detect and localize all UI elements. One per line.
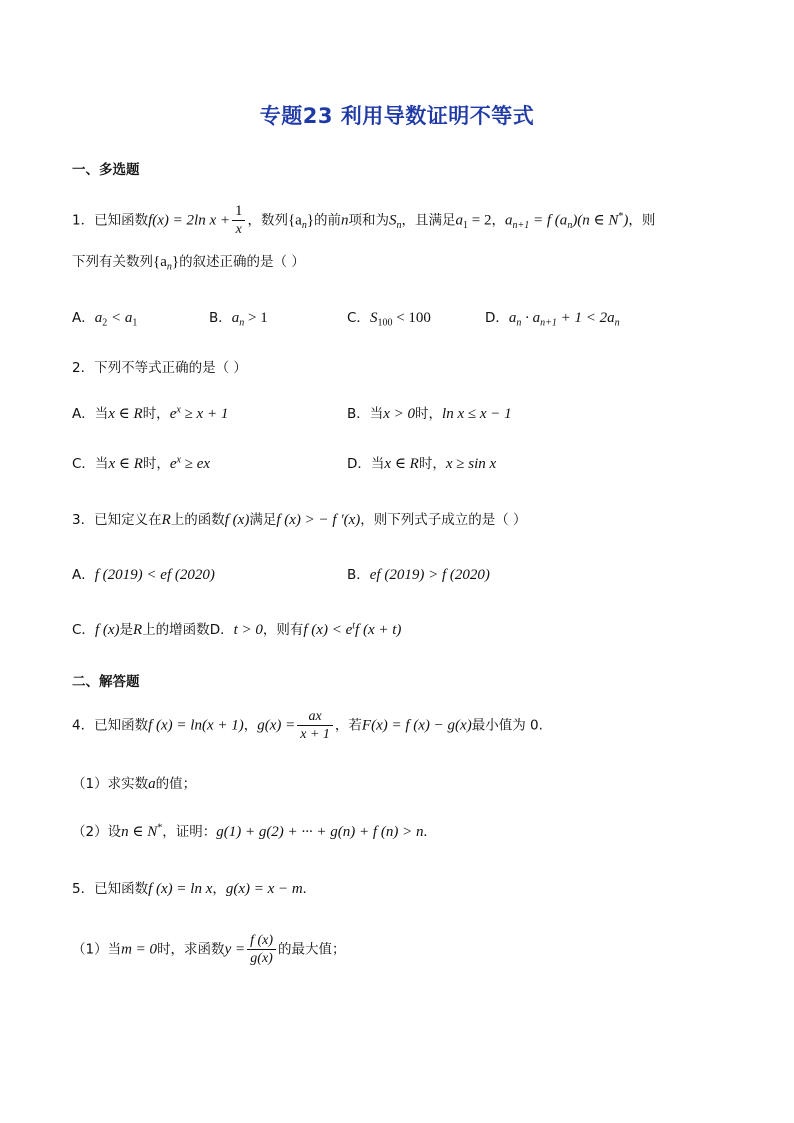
- q3-var: R: [161, 512, 171, 528]
- q1-text: 项和为: [348, 212, 390, 229]
- q5-text: ，: [212, 881, 226, 897]
- q4-var: a: [148, 776, 156, 792]
- question-1-line-1: [72, 203, 655, 238]
- q4-F: F(x) = f (x) − g(x): [361, 717, 472, 734]
- option-expr: e: [169, 456, 177, 472]
- q1-function-expression: f(x) = 2ln x +: [148, 212, 230, 229]
- q1-recurrence: )(n ∈ N: [572, 212, 619, 229]
- question-2: 2．下列不等式正确的是（ ）: [72, 360, 247, 376]
- q1-sum: S: [389, 212, 397, 229]
- question-3: [72, 508, 527, 529]
- q1-fraction-denominator: x: [235, 222, 242, 237]
- q3-condition: f (x) > − f ′(x): [276, 512, 361, 528]
- q1-sub: n: [396, 220, 402, 232]
- option-label: C．当: [72, 456, 109, 472]
- option-expr: ≥ ex: [181, 456, 211, 472]
- q5-text: 5．已知函数: [72, 881, 149, 897]
- option-label: C．: [72, 622, 95, 638]
- q2-option-a: [72, 402, 228, 423]
- q1-text: 的前: [314, 212, 342, 229]
- option-label: B．: [209, 310, 232, 326]
- q1-recurrence: = f (a: [529, 212, 568, 229]
- q1-sub: n: [567, 220, 573, 232]
- option-expr: x ≥ sin x: [445, 456, 497, 472]
- option-cond: x ∈ R: [108, 456, 143, 472]
- option-expr: + 1 < 2a: [556, 310, 615, 326]
- option-label: A．: [72, 567, 95, 583]
- question-4-part-2: [72, 820, 427, 841]
- q4-fraction-numerator: ax: [297, 708, 333, 726]
- q3-text: 上的函数: [170, 512, 225, 528]
- q1-option-d: [485, 306, 620, 329]
- q4-text: ，: [243, 717, 258, 734]
- option-cond: t > 0: [233, 622, 263, 638]
- option-expr: f (2019) < ef (2020): [94, 567, 215, 583]
- q4-fraction: [297, 708, 333, 743]
- question-5: [72, 877, 307, 898]
- q4-text: .: [423, 824, 428, 840]
- option-expr: < 100: [392, 310, 431, 326]
- q5-fraction: [247, 932, 276, 967]
- option-sub: n: [516, 317, 522, 329]
- option-sub: 2: [102, 317, 108, 329]
- q1-a1-value: = 2: [468, 212, 492, 229]
- q4-text: ，证明：: [162, 824, 217, 840]
- q5-text: 的最大值；: [278, 941, 346, 958]
- q5-text: 时，求函数: [157, 941, 225, 958]
- q3-text: ，则下列式子成立的是（ ）: [360, 512, 527, 528]
- q3-function: f (x): [224, 512, 250, 528]
- option-sub: 100: [377, 317, 393, 329]
- q1-var: n: [341, 212, 349, 229]
- option-expr: ln x ≤ x − 1: [442, 406, 512, 422]
- q5-y: y =: [224, 941, 246, 958]
- q1-sequence: {a: [153, 254, 167, 270]
- q3-option-a: [72, 563, 215, 584]
- option-label: D．: [209, 622, 234, 638]
- question-4: [72, 708, 543, 743]
- option-sup: x: [176, 404, 181, 416]
- option-sub: n: [239, 317, 245, 329]
- option-var: R: [133, 622, 143, 638]
- option-expr: f (x): [94, 622, 120, 638]
- q4-text: 的值；: [155, 776, 197, 792]
- q1-sequence: {a: [287, 212, 302, 229]
- q4-g: g(x) =: [257, 717, 296, 734]
- q1-sub: 1: [463, 220, 469, 232]
- option-sub: n+1: [540, 317, 557, 329]
- q1-sup: *: [618, 211, 624, 222]
- q1-text: 下列有关数列: [72, 254, 153, 270]
- q3-text: 满足: [249, 512, 277, 528]
- q1-sub: n: [166, 261, 172, 273]
- option-expr: ef (2019) > f (2020): [369, 567, 490, 583]
- q2-option-d: [347, 452, 496, 473]
- option-text: 时，: [418, 456, 446, 472]
- q1-text: 的叙述正确的是（ ）: [179, 254, 305, 270]
- q4-expr: g(1) + g(2) + ··· + g(n) + f (n) > n: [216, 824, 424, 840]
- option-expr: < a: [107, 310, 133, 326]
- option-text: 时，: [142, 406, 170, 422]
- option-expr: a: [94, 310, 103, 326]
- option-text: 时，: [142, 456, 170, 472]
- option-label: A．: [72, 310, 95, 326]
- q4-text: ，若: [334, 717, 362, 734]
- q4-f: f (x) = ln(x + 1): [148, 717, 244, 734]
- q1-text: ，且满足: [401, 212, 456, 229]
- q3-option-b: [347, 563, 490, 584]
- q5-f: f (x) = ln x: [148, 881, 213, 897]
- q5-g: g(x) = x − m: [225, 881, 303, 897]
- option-expr: a: [231, 310, 240, 326]
- q1-text: 1．已知函数: [72, 212, 149, 229]
- q5-text: （1）当: [72, 941, 122, 958]
- q1-brace: }: [306, 212, 315, 229]
- q4-text: 4．已知函数: [72, 717, 149, 734]
- q2-option-b: [347, 402, 512, 423]
- question-5-part-1: [72, 932, 346, 967]
- section-heading-answer: 二、解答题: [72, 674, 140, 690]
- option-expr: ≥ x + 1: [180, 406, 229, 422]
- q1-fraction-numerator: 1: [232, 203, 246, 221]
- option-cond: x ∈ R: [108, 406, 143, 422]
- option-label: B．: [347, 567, 370, 583]
- question-1-line-2: [72, 250, 305, 273]
- q5-fraction-denominator: g(x): [250, 951, 273, 966]
- option-text: 是: [119, 622, 134, 638]
- page-title: 专题23 利用导数证明不等式: [259, 104, 535, 128]
- option-sub: 1: [132, 317, 138, 329]
- q1-sub: n+1: [512, 220, 530, 232]
- option-expr: f (x) < e: [303, 622, 353, 638]
- q4-cond: n ∈ N: [121, 824, 158, 840]
- q5-cond: m = 0: [121, 941, 158, 958]
- q5-text: .: [302, 881, 307, 897]
- option-sub: n: [614, 317, 620, 329]
- option-cond: x ∈ R: [384, 456, 419, 472]
- q1-sub: n: [301, 220, 307, 232]
- q1-brace: }: [171, 254, 180, 270]
- option-label: C．: [347, 310, 370, 326]
- q5-fraction-numerator: f (x): [247, 932, 276, 950]
- q1-recurrence: a: [505, 212, 513, 229]
- option-expr: f (x + t): [355, 622, 402, 638]
- q1-recurrence: ): [623, 212, 629, 229]
- option-sup: x: [176, 454, 181, 466]
- option-expr: a: [508, 310, 517, 326]
- q4-text: （2）设: [72, 824, 122, 840]
- option-label: D．: [485, 310, 509, 326]
- q1-text: ，: [491, 212, 506, 229]
- option-expr: · a: [521, 310, 541, 326]
- option-text: ，则有: [262, 622, 304, 638]
- q4-text: （1）求实数: [72, 776, 149, 792]
- option-label: D．当: [347, 456, 385, 472]
- q1-fraction: [232, 203, 246, 238]
- option-cond: x > 0: [383, 406, 416, 422]
- q1-option-a: [72, 306, 137, 329]
- q4-text: 最小值为 0.: [471, 717, 543, 734]
- q3-text: 3．已知定义在: [72, 512, 162, 528]
- option-sup: t: [352, 620, 356, 632]
- section-heading-multiple-choice: 一、多选题: [72, 162, 140, 178]
- q1-a1: a: [455, 212, 464, 229]
- option-expr: > 1: [244, 310, 268, 326]
- question-4-part-1: [72, 772, 196, 793]
- q4-fraction-denominator: x + 1: [300, 727, 330, 742]
- option-expr: e: [169, 406, 177, 422]
- option-label: B．当: [347, 406, 384, 422]
- q3-options-c-d: [72, 618, 401, 639]
- q2-option-c: [72, 452, 210, 473]
- option-text: 上的增函数: [142, 622, 210, 638]
- q1-text: ，数列: [247, 212, 288, 229]
- q1-option-c: [347, 306, 431, 329]
- q4-sup: *: [157, 822, 163, 834]
- option-text: 时，: [415, 406, 443, 422]
- q1-text: ，则: [628, 212, 656, 229]
- q1-option-b: [209, 306, 268, 329]
- option-label: A．当: [72, 406, 109, 422]
- option-expr: S: [369, 310, 378, 326]
